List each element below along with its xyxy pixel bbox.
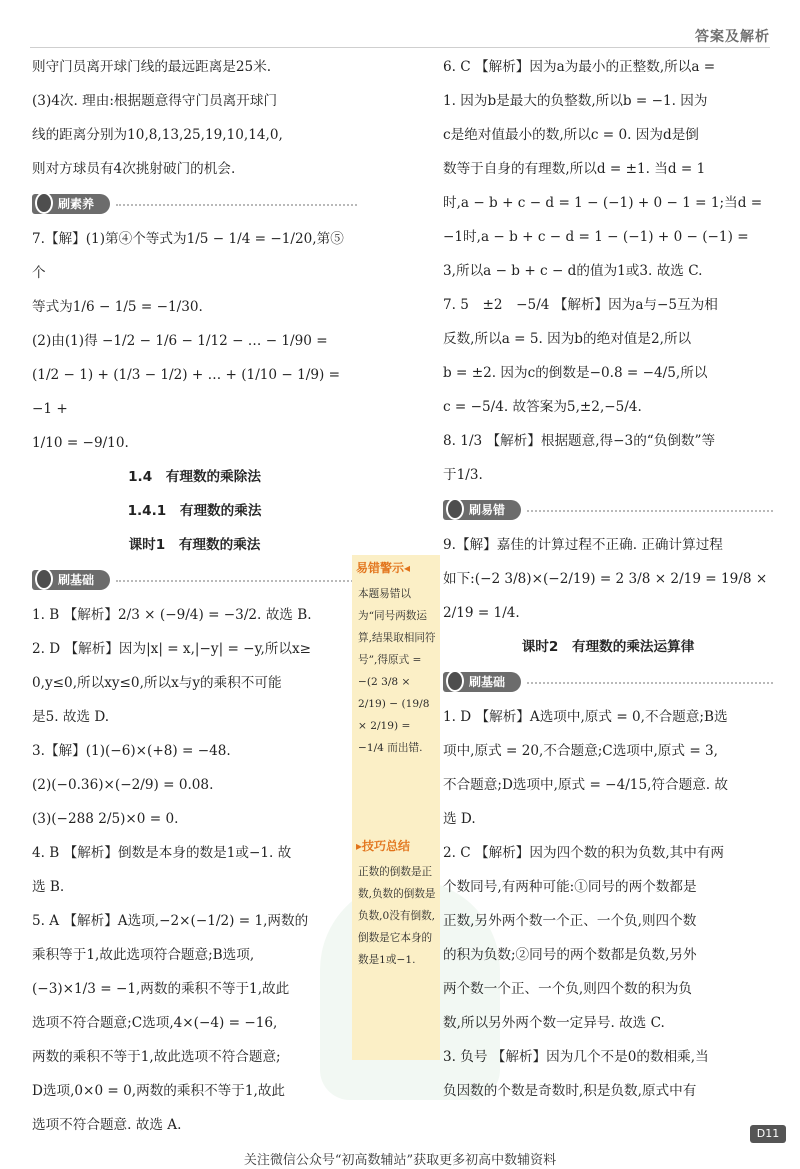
- text-line: 正数,另外两个数一个正、一个负,则四个数: [443, 913, 697, 929]
- text-line: 乘积等于1,故此选项符合题意;B选项,: [32, 947, 255, 963]
- lesson-title: 课时1 有理数的乘法: [128, 537, 261, 553]
- text-line: 的积为负数;②同号的两个数都是负数,另外: [443, 947, 697, 963]
- text-line: 则对方球员有4次挑射破门的机会.: [32, 161, 236, 177]
- right-column: [443, 50, 773, 1108]
- text-line: 选 D.: [443, 811, 476, 827]
- text-line: (−3)×1/3 = −1,两数的乘积不等于1,故此: [32, 981, 290, 997]
- answer-b1: 1. D 【解析】A选项中,原式 = 0,不合题意;B选: [443, 709, 728, 725]
- text-line: (1/2 − 1) + (1/3 − 1/2) + … + (1/10 − 1/9) = −1 +: [32, 367, 341, 417]
- dotted-rule: [527, 682, 773, 684]
- answer-8: 8. 1/3 【解析】根据题意,得−3的“负倒数”等: [443, 433, 716, 449]
- band-label: 刷易错: [443, 500, 521, 520]
- text-line: 时,a − b + c − d = 1 − (−1) + 0 − 1 = 1;当d =: [443, 195, 763, 211]
- band-label: 刷基础: [32, 570, 110, 590]
- text-line: 是5. 故选 D.: [32, 709, 110, 725]
- section-title: 1.4 有理数的乘除法: [128, 469, 261, 485]
- text-line: 如下:(−2 3/8)×(−2/19) = 2 3/8 × 2/19 = 19/8 ×: [443, 571, 768, 587]
- pencil-icon: [446, 498, 464, 520]
- text-line: (3)4次. 理由:根据题意得守门员离开球门: [32, 93, 278, 109]
- tips-text: 正数的倒数是正数,负数的倒数是负数,0没有倒数,倒数是它本身的数是1或−1.: [358, 866, 436, 966]
- text-line: 2/19 = 1/4.: [443, 605, 520, 621]
- text-line: (3)(−288 2/5)×0 = 0.: [32, 811, 179, 827]
- text-line: c = −5/4. 故答案为5,±2,−5/4.: [443, 399, 642, 415]
- side-note-panel: [352, 555, 440, 1060]
- text-line: (2)(−0.36)×(−2/9) = 0.08.: [32, 777, 214, 793]
- text-line: 0,y≤0,所以xy≤0,所以x与y的乘积不可能: [32, 675, 282, 691]
- text-line: (2)由(1)得 −1/2 − 1/6 − 1/12 − … − 1/90 =: [32, 333, 328, 349]
- text-line: 个数同号,有两种可能:①同号的两个数都是: [443, 879, 697, 895]
- tips-label: ▸技巧总结: [356, 839, 411, 853]
- text-line: 于1/3.: [443, 467, 483, 483]
- header-title: 答案及解析: [695, 29, 770, 45]
- pencil-icon: [35, 568, 53, 590]
- text-line: 3,所以a − b + c − d的值为1或3. 故选 C.: [443, 263, 703, 279]
- answer-9: 9.【解】嘉佳的计算过程不正确. 正确计算过程: [443, 537, 723, 553]
- footer-note: 关注微信公众号“初高数辅站”获取更多初高中数辅资料: [243, 1153, 557, 1168]
- text-line: 线的距离分别为10,8,13,25,19,10,14,0,: [32, 127, 283, 143]
- section-band: [32, 568, 357, 592]
- pencil-icon: [446, 670, 464, 692]
- dotted-rule: [527, 510, 773, 512]
- text-line: 反数,所以a = 5. 因为b的绝对值是2,所以: [443, 331, 692, 347]
- answer-6: 6. C 【解析】因为a为最小的正整数,所以a =: [443, 59, 716, 75]
- text-line: b = ±2. 因为c的倒数是−0.8 = −4/5,所以: [443, 365, 708, 381]
- text-line: 项中,原式 = 20,不合题意;C选项中,原式 = 3,: [443, 743, 718, 759]
- text-line: c是绝对值最小的数,所以c = 0. 因为d是倒: [443, 127, 699, 143]
- answer-1: 1. B 【解析】2/3 × (−9/4) = −3/2. 故选 B.: [32, 607, 312, 623]
- text-line: 选项不符合题意. 故选 A.: [32, 1117, 182, 1133]
- text-line: 选 B.: [32, 879, 65, 895]
- text-line: 数等于自身的有理数,所以d = ±1. 当d = 1: [443, 161, 706, 177]
- section-band: [443, 498, 773, 522]
- text-line: 1. 因为b是最大的负整数,所以b = −1. 因为: [443, 93, 708, 109]
- answer-4: 4. B 【解析】倒数是本身的数是1或−1. 故: [32, 845, 292, 861]
- dotted-rule: [116, 580, 357, 582]
- section-band: [443, 670, 773, 694]
- text-line: 两数的乘积不等于1,故此选项不符合题意;: [32, 1049, 281, 1065]
- text-line: 数,所以另外两个数一定异号. 故选 C.: [443, 1015, 665, 1031]
- answer-b3: 3. 负号 【解析】因为几个不是0的数相乘,当: [443, 1049, 709, 1065]
- answer-3: 3.【解】(1)(−6)×(+8) = −48.: [32, 743, 231, 759]
- band-label: 刷基础: [443, 672, 521, 692]
- text-line: −1时,a − b + c − d = 1 − (−1) + 0 − (−1) =: [443, 229, 749, 245]
- text-line: 等式为1/6 − 1/5 = −1/30.: [32, 299, 203, 315]
- text-line: 不合题意;D选项中,原式 = −4/15,符合题意. 故: [443, 777, 729, 793]
- header-rule: [30, 47, 770, 48]
- answer-7: 7. 5 ±2 −5/4 【解析】因为a与−5互为相: [443, 297, 718, 313]
- subsection-title: 1.4.1 有理数的乘法: [127, 503, 262, 519]
- question-7: 7.【解】(1)第④个等式为1/5 − 1/4 = −1/20,第⑤个: [32, 231, 344, 281]
- text-line: 两个数一个正、一个负,则四个数的积为负: [443, 981, 693, 997]
- error-warning-text: 本题易错以为“同号两数运算,结果取相同符号”,得原式 = −(2 3/8 × 2/19) − (19/8 × 2/19) = −1/4 而出错.: [358, 588, 436, 754]
- answer-b2: 2. C 【解析】因为四个数的积为负数,其中有两: [443, 845, 725, 861]
- answer-2: 2. D 【解析】因为|x| = x,|−y| = −y,所以x≥: [32, 641, 312, 657]
- lesson-title: 课时2 有理数的乘法运算律: [521, 639, 695, 655]
- dotted-rule: [116, 204, 357, 206]
- band-label: 刷素养: [32, 194, 110, 214]
- section-band: [32, 192, 357, 216]
- page-number: D11: [750, 1125, 786, 1143]
- text-line: 1/10 = −9/10.: [32, 435, 129, 451]
- text-line: 则守门员离开球门线的最远距离是25米.: [32, 59, 272, 75]
- text-line: 选项不符合题意;C选项,4×(−4) = −16,: [32, 1015, 278, 1031]
- pencil-icon: [35, 192, 53, 214]
- text-line: 负因数的个数是奇数时,积是负数,原式中有: [443, 1083, 697, 1099]
- answer-5: 5. A 【解析】A选项,−2×(−1/2) = 1,两数的: [32, 913, 309, 929]
- error-warning-label: 易错警示◂: [356, 561, 411, 575]
- text-line: D选项,0×0 = 0,两数的乘积不等于1,故此: [32, 1083, 286, 1099]
- left-column: [32, 50, 357, 1142]
